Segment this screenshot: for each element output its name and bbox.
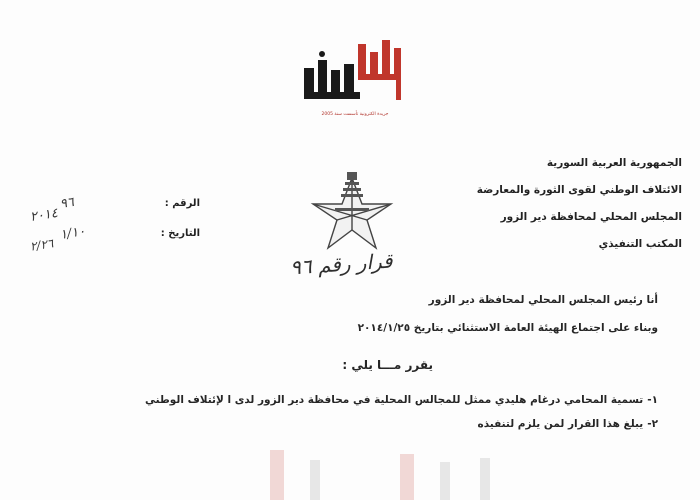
issuer-country: الجمهورية العربية السورية bbox=[546, 157, 682, 169]
date-label: التاريخ : bbox=[160, 228, 200, 239]
decision-item-1 bbox=[58, 388, 658, 412]
handwritten-date-top: ٢٠١٤ bbox=[28, 205, 59, 226]
item-number: ٢- bbox=[647, 418, 658, 430]
masthead-logo bbox=[300, 30, 410, 125]
watermark-logo-icon bbox=[250, 440, 550, 500]
masthead-tagline: جريدة الكترونية تأسست سنة 2005 bbox=[321, 112, 389, 117]
handwritten-number-top: ٩٦ bbox=[58, 194, 76, 213]
item-number: ١- bbox=[647, 394, 658, 406]
handwritten-decision-number: قرار رقم ٩٦ bbox=[289, 248, 394, 280]
issuer-office: المكتب التنفيذي bbox=[598, 238, 682, 250]
reference-labels bbox=[152, 198, 200, 258]
handwritten-date-bottom: ٢/٢٦ bbox=[29, 236, 55, 254]
based-on: وبناء على اجتماع الهيئة العامة الاستثنائي بتاريخ ٢٠١٤/١/٢٥ bbox=[357, 322, 658, 334]
issuer-header bbox=[452, 158, 682, 266]
logo-mark-icon bbox=[300, 30, 410, 112]
item-text: تسمية المحامي درغام هليدي ممثل للمجالس المحلية في محافظة دير الزور لدى ا لإئتلاف الوطني bbox=[145, 394, 644, 406]
star-emblem-icon bbox=[305, 170, 400, 255]
decision-item-2 bbox=[58, 412, 658, 436]
number-label: الرقم : bbox=[164, 198, 200, 209]
issuer-council: المجلس المحلي لمحافظة دير الزور bbox=[500, 211, 682, 223]
decides-heading: يقرر مـــا يلي : bbox=[342, 358, 433, 372]
decision-body bbox=[58, 294, 658, 436]
addressed-by: أنا رئيس المجلس المحلي لمحافظة دير الزور bbox=[428, 294, 658, 306]
handwritten-number-bottom: ١/١٠ bbox=[58, 224, 87, 243]
issuer-coalition: الائتلاف الوطني لقوى الثورة والمعارضة bbox=[476, 184, 682, 196]
item-text: يبلغ هذا القرار لمن يلزم لتنفيذه bbox=[477, 418, 644, 430]
